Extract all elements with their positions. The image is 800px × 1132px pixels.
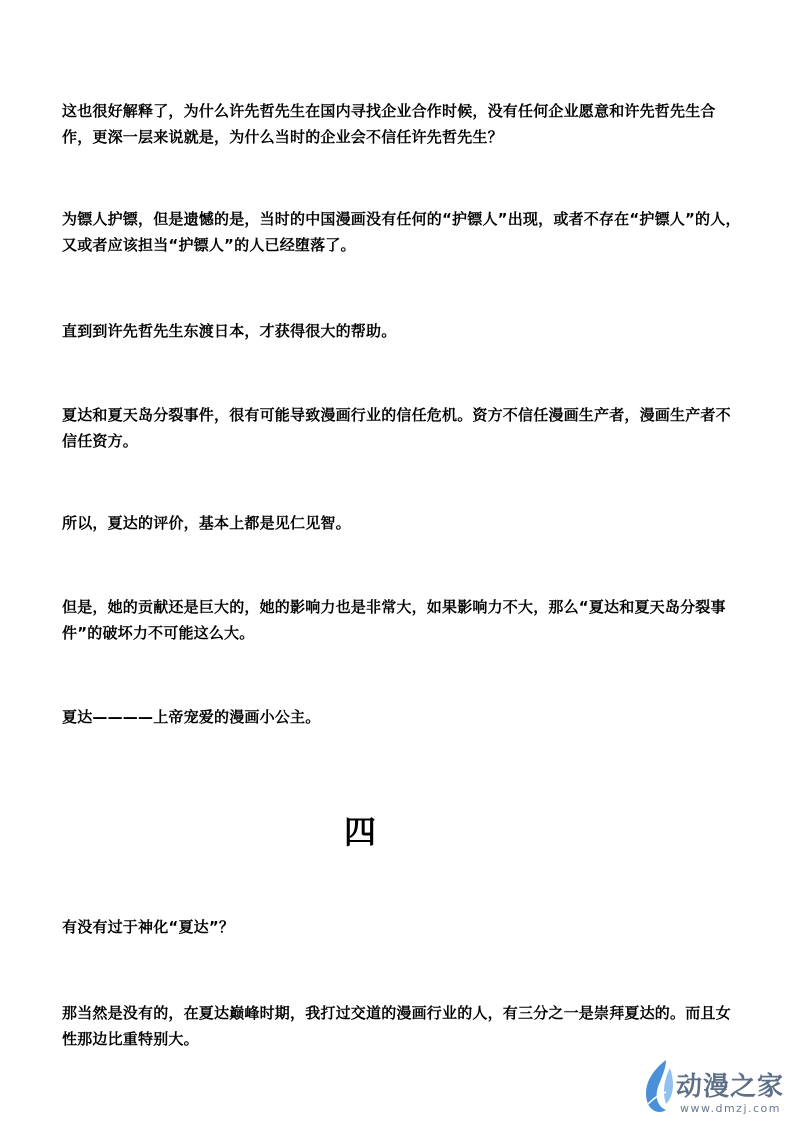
paragraph-5: 所以，夏达的评价，基本上都是见仁见智。 xyxy=(62,514,351,532)
feather-wing-logo-icon xyxy=(636,1058,680,1118)
watermark-site-url: www.dmzj.com xyxy=(680,1102,781,1115)
section-heading: 四 xyxy=(343,813,376,851)
site-watermark xyxy=(636,1058,786,1118)
paragraph-7: 夏达————上帝宠爱的漫画小公主。 xyxy=(62,708,321,726)
paragraph-4: 夏达和夏天岛分裂事件，很有可能导致漫画行业的信任危机。资方不信任漫画生产者，漫画生产者不信任资方。 xyxy=(62,406,731,450)
paragraph-1: 这也很好解释了，为什么许先哲先生在国内寻找企业合作时候，没有任何企业愿意和许先哲先生合作，更深一层来说就是，为什么当时的企业会不信任许先哲先生？ xyxy=(62,102,716,146)
paragraph-8: 有没有过于神化“夏达”？ xyxy=(62,918,235,936)
watermark-site-name: 动漫之家 xyxy=(676,1072,785,1102)
paragraph-6: 但是，她的贡献还是巨大的，她的影响力也是非常大，如果影响力不大，那么“夏达和夏天岛分裂事件”的破坏力不可能这么大。 xyxy=(62,598,726,642)
paragraph-3: 直到到许先哲先生东渡日本，才获得很大的帮助。 xyxy=(62,322,397,340)
paragraph-2: 为镖人护镖，但是遗憾的是，当时的中国漫画没有任何的“护镖人”出现，或者不存在“护镖人”的人，又或者应该担当“护镖人”的人已经堕落了。 xyxy=(62,210,741,254)
paragraph-9: 那当然是没有的，在夏达巅峰时期，我打过交道的漫画行业的人，有三分之一是崇拜夏达的。而且女性那边比重特别大。 xyxy=(62,1004,731,1048)
